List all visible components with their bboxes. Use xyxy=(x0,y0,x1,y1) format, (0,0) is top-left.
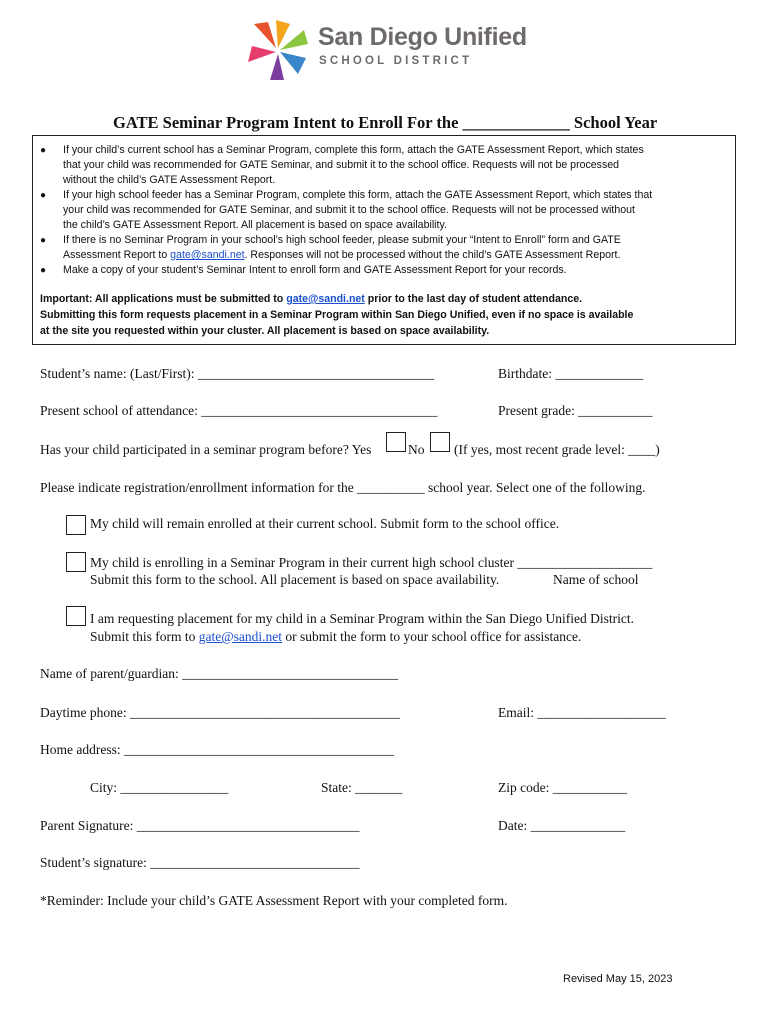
present-grade-field[interactable]: Present grade: ___________ xyxy=(498,403,653,418)
instruction-4-line-1: Make a copy of your student’s Seminar Intent to enroll form and GATE Assessment Report for your records. xyxy=(63,264,567,276)
form-title: GATE Seminar Program Intent to Enroll For the _____________ School Year xyxy=(113,113,658,132)
instruction-3-line-2 xyxy=(63,248,620,263)
name-of-school-caption: Name of school xyxy=(553,572,639,587)
instruction-3-text: Assessment Report to xyxy=(63,249,171,261)
option-enrolling-label: My child is enrolling in a Seminar Program in their current high school cluster ____________________ xyxy=(90,555,653,570)
email-field[interactable]: Email: ___________________ xyxy=(498,705,666,720)
instruction-1-line-2: that your child was recommended for GATE Seminar, and submit it to the school office. Requests will not be processed xyxy=(63,159,620,171)
placement-note-text-end: or submit the form to your school office for assistance. xyxy=(282,629,582,644)
birthdate-field[interactable]: Birthdate: _____________ xyxy=(498,366,644,381)
no-label: No xyxy=(408,442,425,457)
home-address-field[interactable]: Home address: ________________________________________ xyxy=(40,742,394,757)
instruction-3-line-1: If there is no Seminar Program in your school’s high school feeder, please submit your “Intent to Enroll” form and GATE xyxy=(63,234,621,246)
daytime-phone-field[interactable]: Daytime phone: ________________________________________ xyxy=(40,705,400,720)
option-remain-label: My child will remain enrolled at their current school. Submit form to the school office. xyxy=(90,516,560,531)
yes-checkbox[interactable] xyxy=(386,432,406,452)
bullet-icon: ● xyxy=(40,265,47,276)
important-email-link[interactable]: gate@sandi.net xyxy=(286,293,365,305)
option-placement-checkbox[interactable] xyxy=(66,606,86,626)
option-placement-note xyxy=(90,629,581,645)
org-name: San Diego Unified xyxy=(318,23,527,51)
option-enrolling-checkbox[interactable] xyxy=(66,552,86,572)
student-signature-field[interactable]: Student’s signature: _______________________________ xyxy=(40,855,360,870)
zip-field[interactable]: Zip code: ___________ xyxy=(498,780,627,795)
option-enrolling-note: Submit this form to the school. All placement is based on space availability. xyxy=(90,572,500,587)
instruction-2-line-3: the child’s GATE Assessment Report. All placement is based on space availability. xyxy=(63,219,447,231)
bullet-icon: ● xyxy=(40,235,47,246)
placement-email-link[interactable]: gate@sandi.net xyxy=(198,629,283,644)
placement-note-text: Submit this form to xyxy=(90,629,199,644)
bullet-icon: ● xyxy=(40,190,47,201)
no-checkbox[interactable] xyxy=(430,432,450,452)
email-link[interactable]: gate@sandi.net xyxy=(170,249,245,261)
recent-grade-field[interactable]: (If yes, most recent grade level: ____) xyxy=(454,442,660,457)
district-logo-icon xyxy=(246,18,310,82)
present-school-field[interactable]: Present school of attendance: ___________________________________ xyxy=(40,403,438,418)
instruction-2-line-2: your child was recommended for GATE Seminar, and submit it to the school office. Requests will not be processed without xyxy=(63,204,635,216)
seminar-question: Has your child participated in a seminar program before? Yes xyxy=(40,442,372,457)
registration-prompt: Please indicate registration/enrollment information for the __________ school year. Select one of the following. xyxy=(40,480,646,495)
reminder-note: *Reminder: Include your child’s GATE Assessment Report with your completed form. xyxy=(40,893,508,908)
parent-signature-field[interactable]: Parent Signature: _________________________________ xyxy=(40,818,360,833)
date-field[interactable]: Date: ______________ xyxy=(498,818,626,833)
important-note-line-3: at the site you requested within your cluster. All placement is based on space availability. xyxy=(40,325,490,337)
instruction-3-text-end: . Responses will not be processed without the child’s GATE Assessment Report. xyxy=(244,249,621,261)
bullet-icon: ● xyxy=(40,145,47,156)
instruction-2-line-1: If your high school feeder has a Seminar Program, complete this form, attach the GATE Assessment Report, which states that xyxy=(63,189,653,201)
important-note-line-2: Submitting this form requests placement in a Seminar Program within San Diego Unified, even if no space is available xyxy=(40,309,634,321)
revised-date: Revised May 15, 2023 xyxy=(563,973,673,985)
instruction-1-line-1: If your child’s current school has a Seminar Program, complete this form, attach the GATE Assessment Report, which states xyxy=(63,144,644,156)
option-placement-label: I am requesting placement for my child in a Seminar Program within the San Diego Unified District. xyxy=(90,611,634,626)
city-field[interactable]: City: ________________ xyxy=(90,780,229,795)
important-note-line-1 xyxy=(40,293,582,305)
option-remain-checkbox[interactable] xyxy=(66,515,86,535)
instruction-1-line-3: without the child’s GATE Assessment Report. xyxy=(63,174,276,186)
parent-name-field[interactable]: Name of parent/guardian: ________________________________ xyxy=(40,666,399,681)
student-name-field[interactable]: Student’s name: (Last/First): ___________________________________ xyxy=(40,366,435,381)
important-text: Important: All applications must be submitted to xyxy=(40,293,287,305)
important-text-end: prior to the last day of student attendance. xyxy=(364,293,583,305)
org-subtitle: SCHOOL DISTRICT xyxy=(319,55,473,67)
state-field[interactable]: State: _______ xyxy=(321,780,403,795)
